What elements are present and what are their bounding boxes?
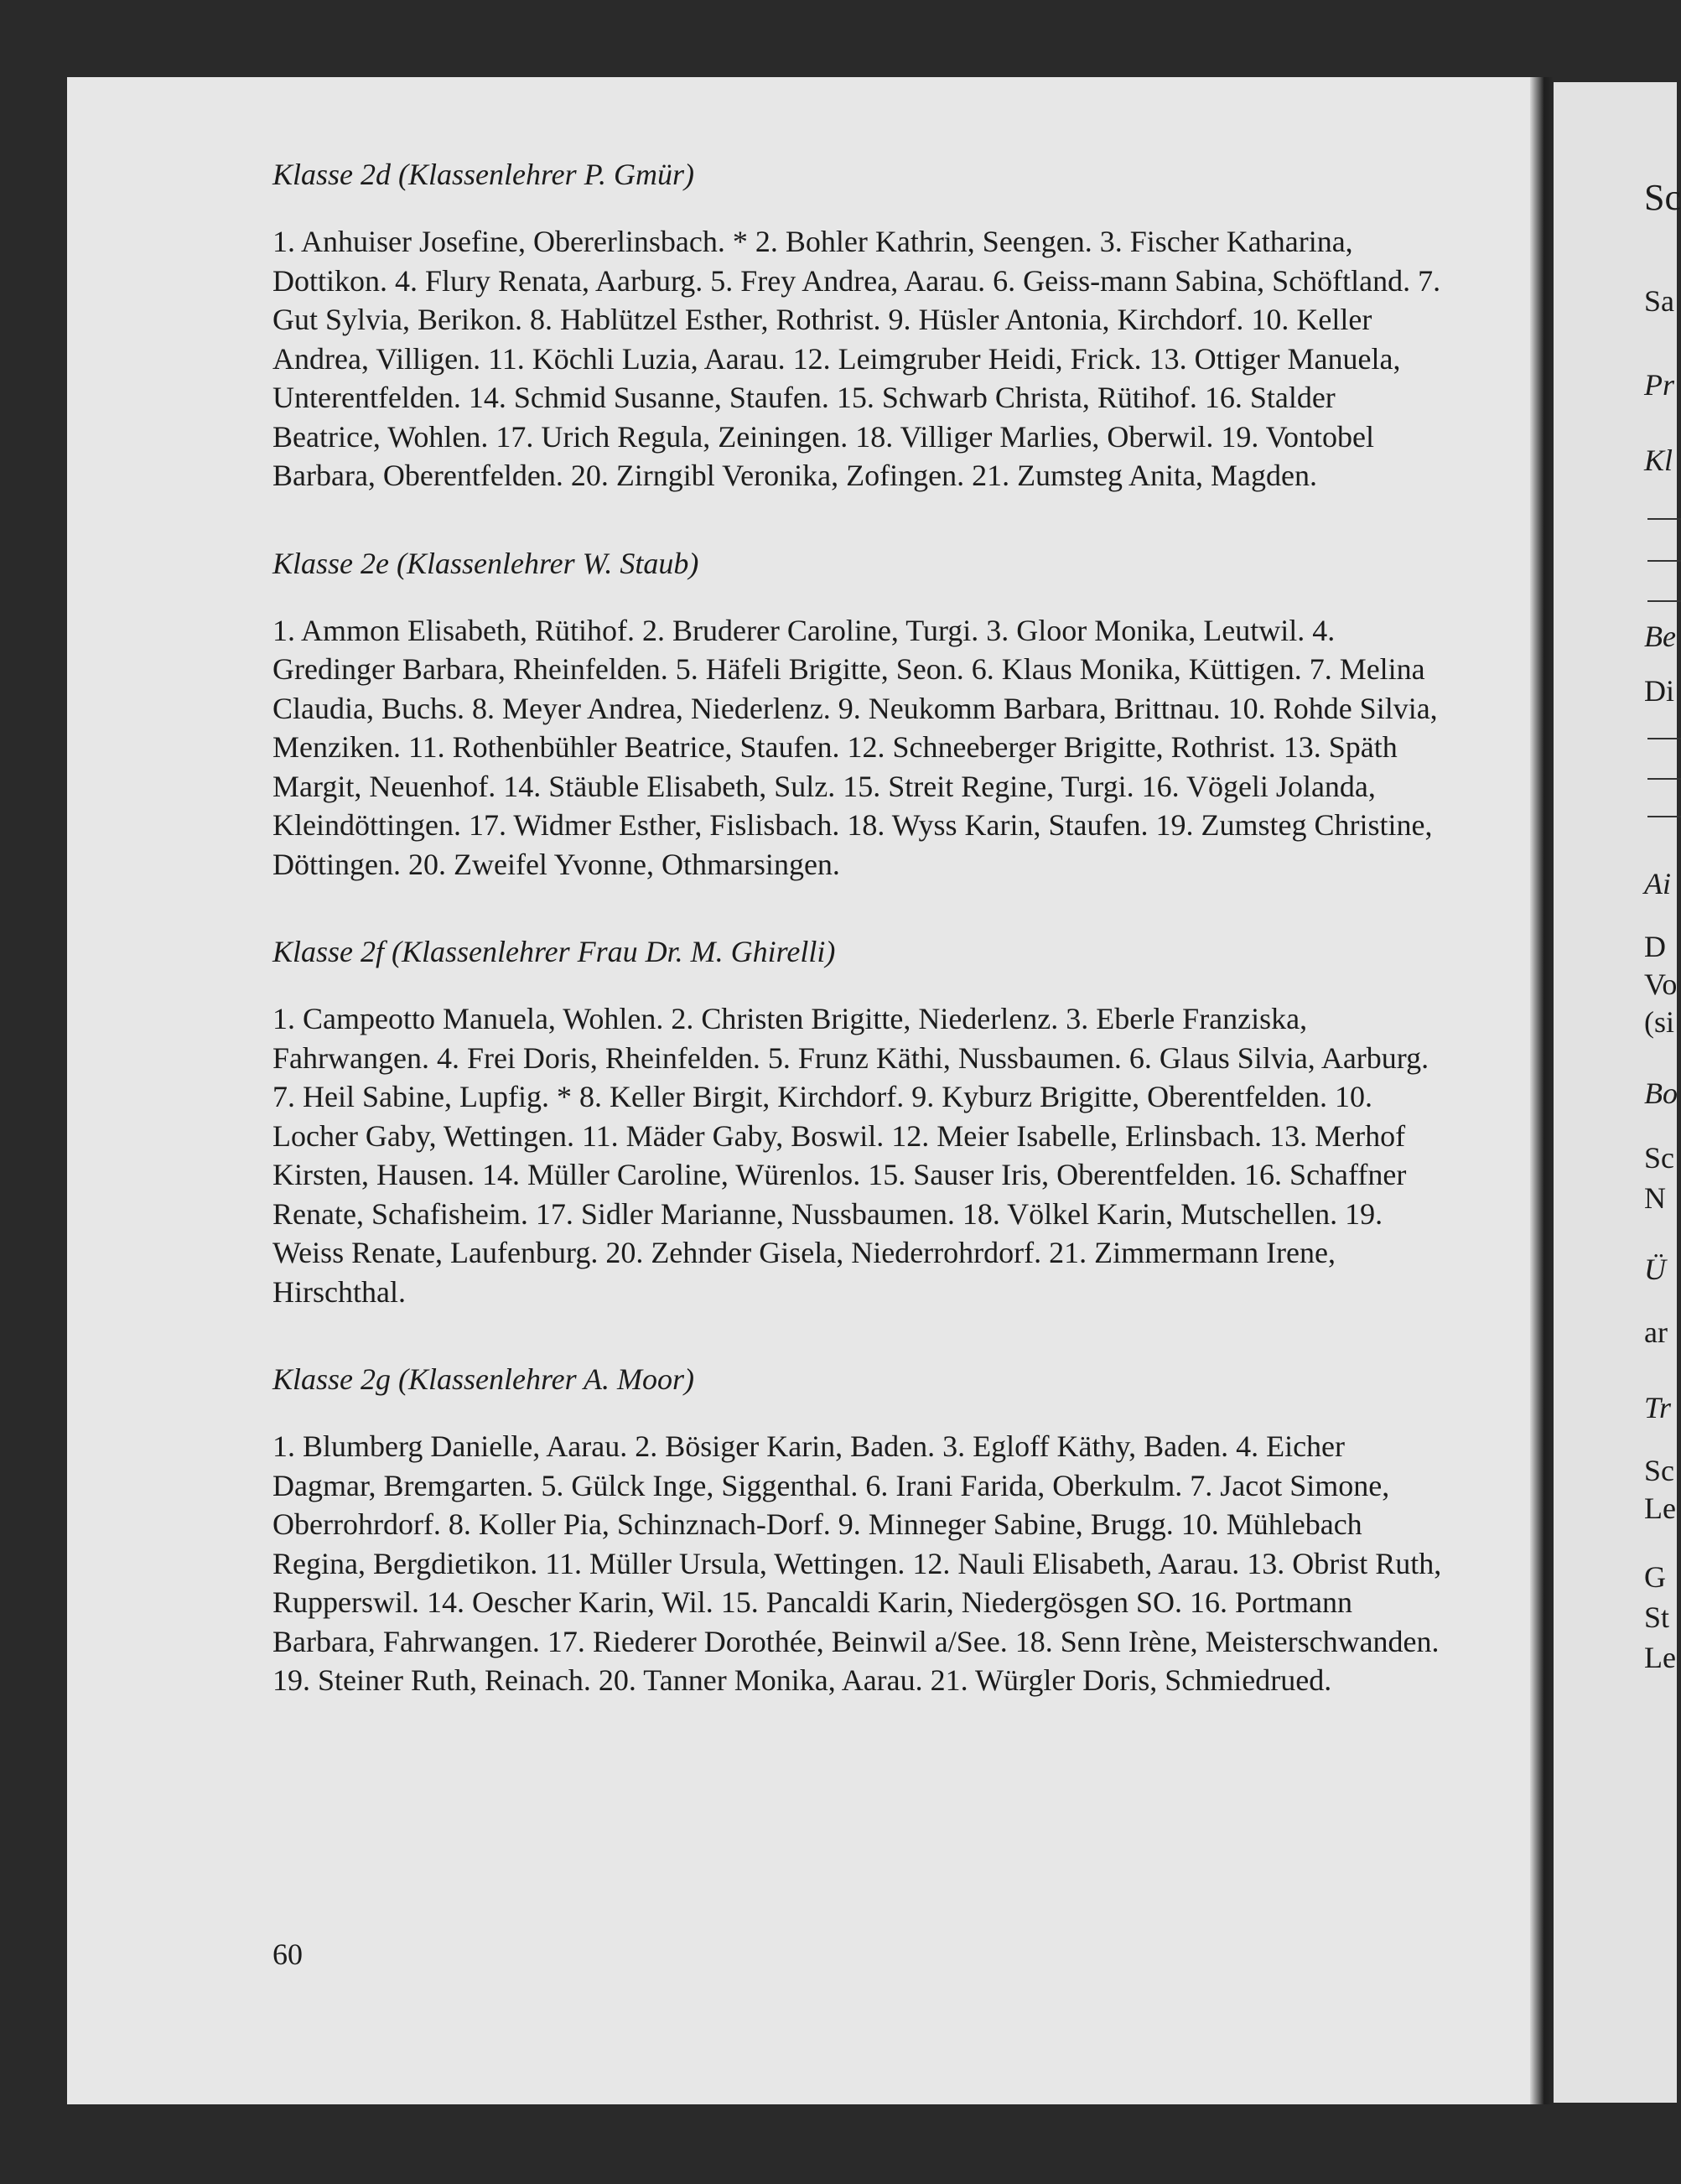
right-page-fragment: D bbox=[1644, 930, 1666, 963]
book-gutter bbox=[1530, 77, 1554, 2104]
class-section-2f bbox=[272, 932, 1463, 1311]
right-page-fragment: Sc bbox=[1644, 1454, 1674, 1487]
student-list: 1. Anhuiser Josefine, Obererlinsbach. * 2. Bohler Kathrin, Seengen. 3. Fischer Katharina, Dottikon. 4. Flury Renata, Aarburg. 5. Frey Andrea, Aarau. 6. Geiss-mann Sabina, Schöftland. 7. Gut Sylvia, Berikon. 8. Hablützel Esther, Rothrist. 9. Hüsler Antonia, Kirchdorf. 10. Keller Andrea, Villigen. 11. Köchli Luzia, Aarau. 12. Leimgruber Heidi, Frick. 13. Ottiger Manuela, Unterentfelden. 14. Schmid Susanne, Staufen. 15. Schwarb Christa, Rütihof. 16. Stalder Beatrice, Wohlen. 17. Urich Regula, Zeiningen. 18. Villiger Marlies, Oberwil. 19. Vontobel Barbara, Oberentfelden. 20. Zirngibl Veronika, Zofingen. 21. Zumsteg Anita, Magden. bbox=[272, 225, 1441, 492]
right-page-fragment: Sc bbox=[1644, 177, 1681, 218]
table-rule bbox=[1647, 816, 1681, 817]
student-list: 1. Campeotto Manuela, Wohlen. 2. Christen Brigitte, Niederlenz. 3. Eberle Franziska, Fahrwangen. 4. Frei Doris, Rheinfelden. 5. Frunz Käthi, Nussbaumen. 6. Glaus Silvia, Aarburg. 7. Heil Sabine, Lupfig. * 8. Keller Birgit, Kirchdorf. 9. Kyburz Brigitte, Oberentfelden. 10. Locher Gaby, Wettingen. 11. Mäder Gaby, Boswil. 12. Meier Isabelle, Erlinsbach. 13. Merhof Kirsten, Hausen. 14. Müller Caroline, Würenlos. 15. Sauser Iris, Oberentfelden. 16. Schaffner Renate, Schafisheim. 17. Sidler Marianne, Nussbaumen. 18. Völkel Karin, Mutschellen. 19. Weiss Renate, Laufenburg. 20. Zehnder Gisela, Niederrohrdorf. 21. Zimmermann Irene, Hirschthal. bbox=[272, 1002, 1429, 1309]
class-lists bbox=[272, 155, 1463, 1749]
page-number: 60 bbox=[272, 1938, 303, 1971]
right-page-fragment: N bbox=[1644, 1181, 1666, 1215]
right-page-fragment: Kl bbox=[1644, 444, 1673, 477]
right-page-fragment: St bbox=[1644, 1600, 1670, 1634]
class-heading: Klasse 2f (Klassenlehrer Frau Dr. M. Ghirelli) bbox=[272, 935, 836, 968]
class-heading: Klasse 2e (Klassenlehrer W. Staub) bbox=[272, 546, 699, 580]
right-page-fragment: Ü bbox=[1644, 1253, 1666, 1286]
class-section-2e bbox=[272, 544, 1463, 884]
right-page-fragment: Be bbox=[1644, 620, 1676, 653]
right-page-fragment: G bbox=[1644, 1560, 1666, 1594]
table-rule bbox=[1647, 600, 1681, 602]
right-page-fragment: Di bbox=[1644, 674, 1674, 708]
right-page-fragment: Sc bbox=[1644, 1141, 1674, 1175]
class-section-2g bbox=[272, 1360, 1463, 1700]
right-page-fragment: Vo bbox=[1644, 967, 1678, 1001]
right-page-fragment: Tr bbox=[1644, 1391, 1672, 1424]
class-heading: Klasse 2g (Klassenlehrer A. Moor) bbox=[272, 1362, 694, 1396]
table-rule bbox=[1647, 738, 1681, 739]
table-rule bbox=[1647, 518, 1681, 520]
class-heading: Klasse 2d (Klassenlehrer P. Gmür) bbox=[272, 158, 694, 191]
student-list: 1. Ammon Elisabeth, Rütihof. 2. Bruderer Caroline, Turgi. 3. Gloor Monika, Leutwil. 4. Gredinger Barbara, Rheinfelden. 5. Häfeli Brigitte, Seon. 6. Klaus Monika, Küttigen. 7. Melina Claudia, Buchs. 8. Meyer Andrea, Niederlenz. 9. Neukomm Barbara, Brittnau. 10. Rohde Silvia, Menziken. 11. Rothenbühler Beatrice, Staufen. 12. Schneeberger Brigitte, Rothrist. 13. Späth Margit, Neuenhof. 14. Stäuble Elisabeth, Sulz. 15. Streit Regine, Turgi. 16. Vögeli Jolanda, Kleindöttingen. 17. Widmer Esther, Fislisbach. 18. Wyss Karin, Staufen. 19. Zumsteg Christine, Döttingen. 20. Zweifel Yvonne, Othmarsingen. bbox=[272, 613, 1438, 881]
right-page-fragment: Bo bbox=[1644, 1076, 1678, 1110]
right-page-fragment: Le bbox=[1644, 1641, 1676, 1674]
table-rule bbox=[1647, 560, 1681, 562]
right-page-fragment: Le bbox=[1644, 1491, 1676, 1525]
class-section-2d bbox=[272, 155, 1463, 495]
right-page-fragment: (si bbox=[1644, 1005, 1674, 1039]
right-page-fragment: Pr bbox=[1644, 368, 1674, 402]
right-page-fragment: Ai bbox=[1644, 867, 1671, 900]
right-page-edge bbox=[1554, 82, 1681, 2103]
right-page-fragment: Sa bbox=[1644, 284, 1674, 318]
student-list: 1. Blumberg Danielle, Aarau. 2. Bösiger Karin, Baden. 3. Egloff Käthy, Baden. 4. Eicher Dagmar, Bremgarten. 5. Gülck Inge, Siggenthal. 6. Irani Farida, Oberkulm. 7. Jacot Simone, Oberrohrdorf. 8. Koller Pia, Schinznach-Dorf. 9. Minneger Sabine, Brugg. 10. Mühlebach Regina, Bergdietikon. 11. Müller Ursula, Wettingen. 12. Nauli Elisabeth, Aarau. 13. Obrist Ruth, Rupperswil. 14. Oescher Karin, Wil. 15. Pancaldi Karin, Niedergösgen SO. 16. Portmann Barbara, Fahrwangen. 17. Riederer Dorothée, Beinwil a/See. 18. Senn Irène, Meisterschwanden. 19. Steiner Ruth, Reinach. 20. Tanner Monika, Aarau. 21. Würgler Doris, Schmiedrued. bbox=[272, 1429, 1442, 1697]
right-page-fragment: ar bbox=[1644, 1315, 1668, 1349]
table-rule bbox=[1647, 778, 1681, 780]
